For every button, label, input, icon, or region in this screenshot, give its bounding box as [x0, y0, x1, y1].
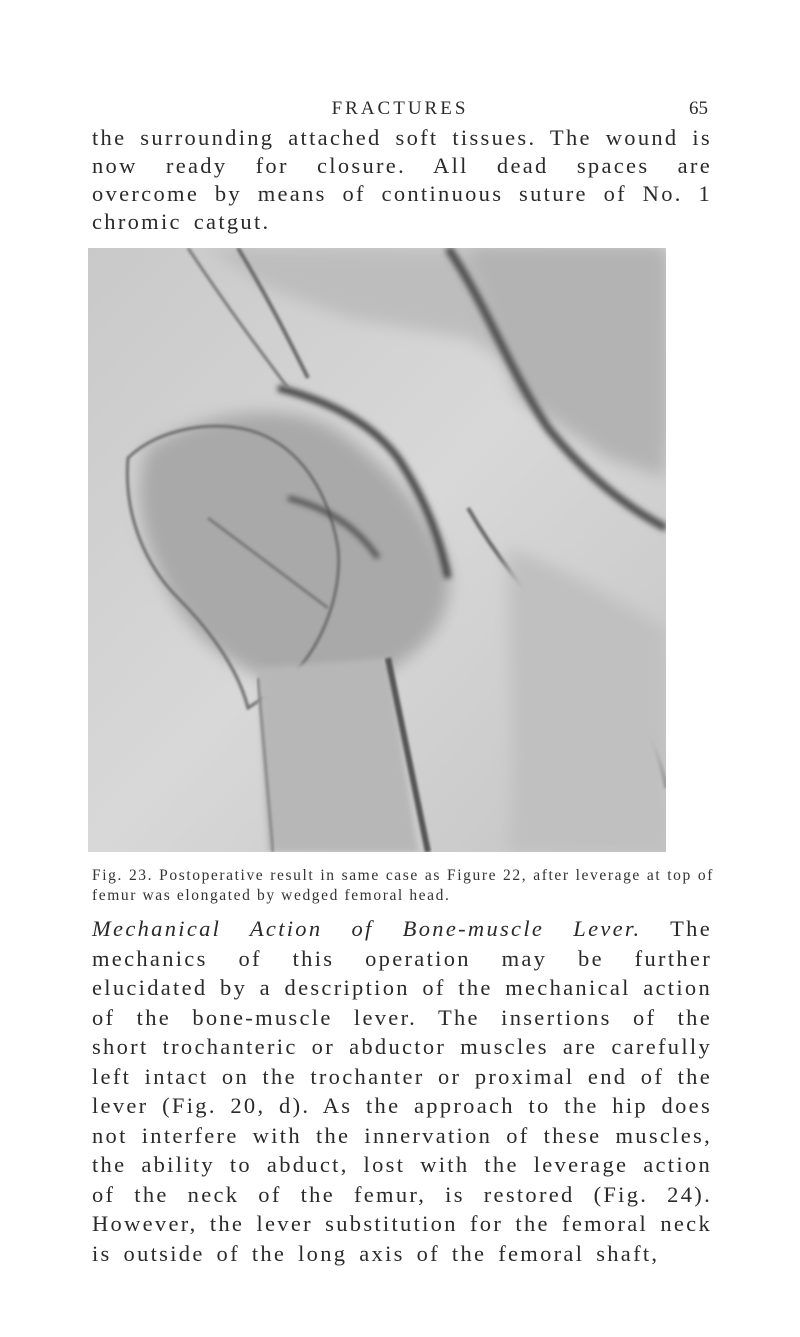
paragraph-top: the surrounding attached soft tissues. The wound is now ready for closure. All dead spaces are overcome by means of continuous suture of No. 1 chromic catgut. — [92, 125, 712, 234]
section-title: Mechanical Action of Bone-muscle Lever. — [92, 916, 642, 941]
xray-figure — [88, 248, 666, 852]
page-number: 65 — [689, 98, 708, 119]
running-title: FRACTURES — [331, 98, 469, 119]
section-body: The mechanics of this operation may be further elucidated by a description of the mechanical action of the bone-muscle lever. The insertions of the short trochanteric or abductor muscles are carefully left intact on the trochanter or proximal end of the lever (Fig. 20, d). As the approach to the hip does not interfere with the innervation of these muscles, the ability to abduct, lost with the leverage action of the neck of the femur, is restored (Fig. 24). However, the lever substitution for the femoral neck is outside of the long axis of the femoral shaft, — [92, 916, 712, 1266]
running-head — [0, 98, 800, 120]
figure-caption: Fig. 23. Postoperative result in same case as Figure 22, after leverage at top of femur was elongated by wedged femoral head. — [92, 867, 714, 904]
xray-image — [88, 248, 666, 852]
paragraph-bottom — [92, 914, 712, 1268]
